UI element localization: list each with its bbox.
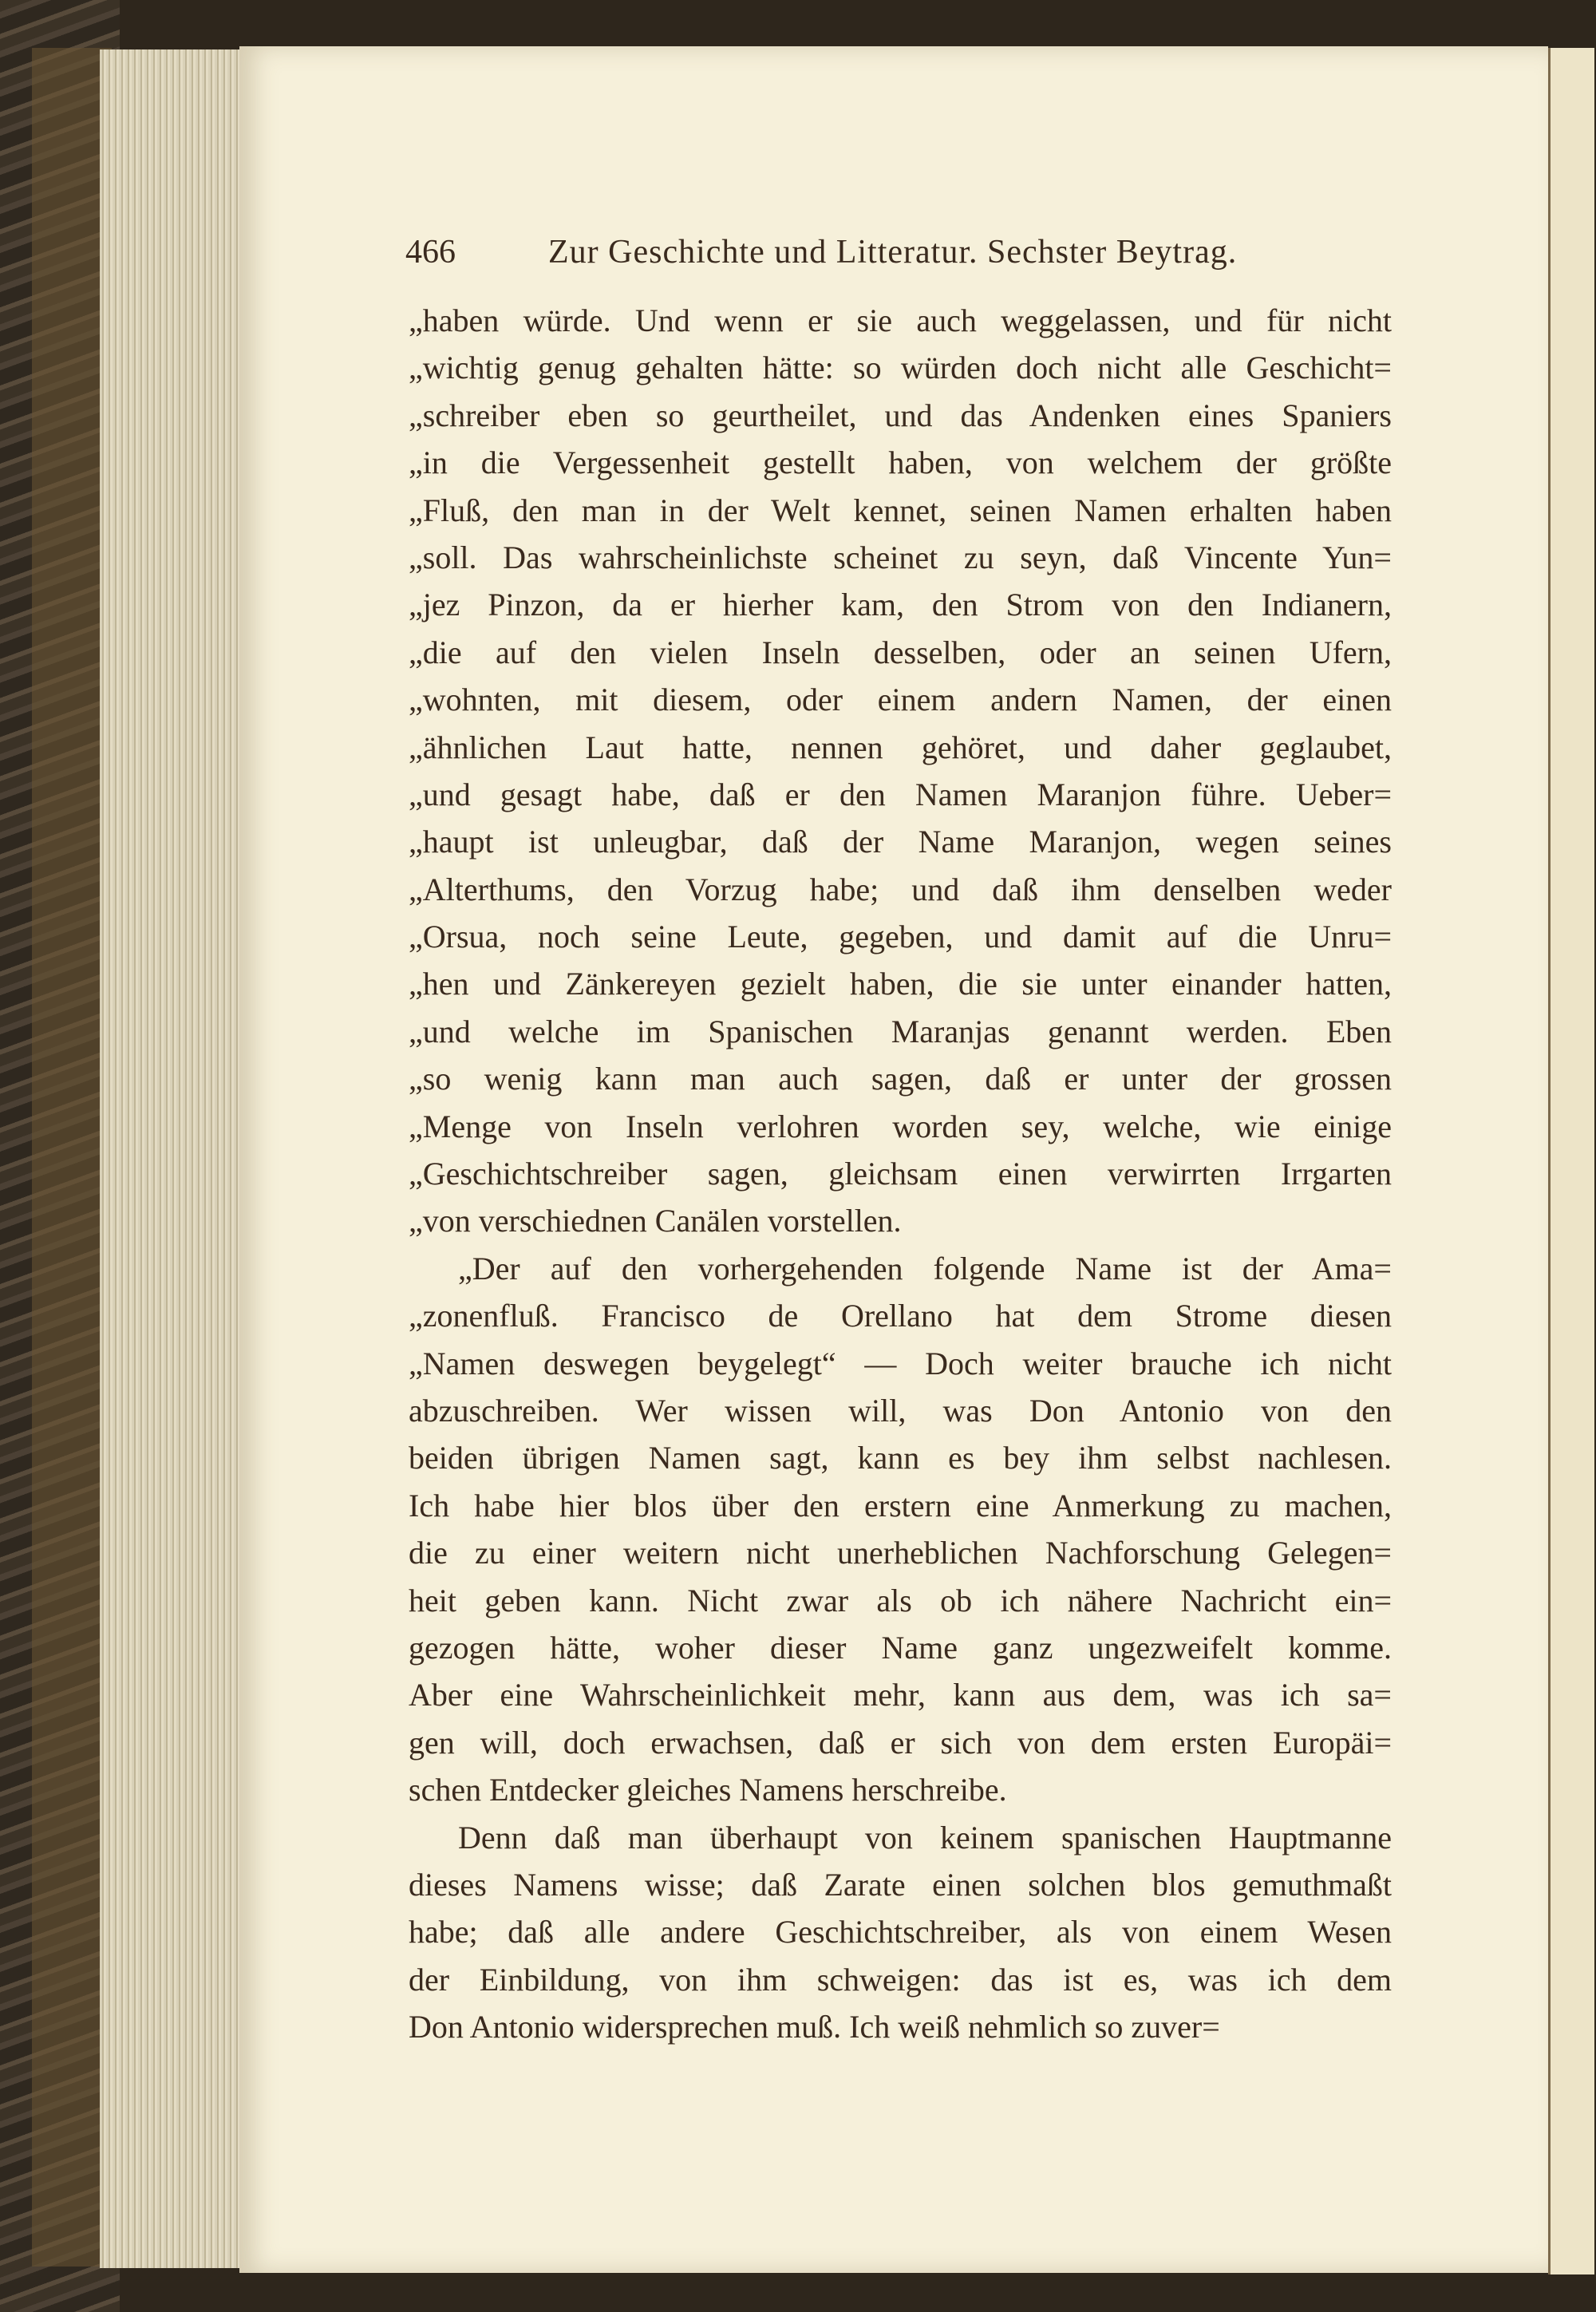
- page-number: 466: [405, 234, 456, 271]
- text-line: „in die Vergessenheit gestellt haben, von welchem der größte: [409, 445, 1392, 481]
- text-line: Aber eine Wahrscheinlichkeit mehr, kann aus dem, was ich sa=: [409, 1677, 1392, 1713]
- facing-page-edge: [1548, 48, 1594, 2274]
- text-line: „und gesagt habe, daß er den Namen Maranjon führe. Ueber=: [409, 776, 1392, 812]
- text-line: „zonenfluß. Francisco de Orellano hat dem Strome diesen: [409, 1298, 1392, 1334]
- text-line: „so wenig kann man auch sagen, daß er unter der grossen: [409, 1061, 1392, 1097]
- body-text: [409, 297, 1392, 2050]
- text-line: „Geschichtschreiber sagen, gleichsam einen verwirrten Irrgarten: [409, 1156, 1392, 1192]
- running-title: Zur Geschichte und Litteratur. Sechster Beytrag.: [548, 234, 1238, 271]
- text-line: Denn daß man überhaupt von keinem spanischen Hauptmanne: [458, 1819, 1392, 1856]
- text-line: Ich habe hier blos über den erstern eine Anmerkung zu machen,: [409, 1487, 1392, 1524]
- text-line: „Alterthums, den Vorzug habe; und daß ihm denselben weder: [409, 871, 1392, 907]
- text-line: der Einbildung, von ihm schweigen: das ist es, was ich dem: [409, 1961, 1392, 1998]
- text-line: gen will, doch erwachsen, daß er sich von dem ersten Europäi=: [409, 1724, 1392, 1761]
- text-line: „Namen deswegen beygelegt“ — Doch weiter brauche ich nicht: [409, 1345, 1392, 1381]
- text-line: heit geben kann. Nicht zwar als ob ich nähere Nachricht ein=: [409, 1582, 1392, 1618]
- text-line: „hen und Zänkereyen gezielt haben, die sie unter einander hatten,: [409, 966, 1392, 1002]
- text-line: gezogen hätte, woher dieser Name ganz ungezweifelt komme.: [409, 1629, 1392, 1666]
- text-line: „von verschiednen Canälen vorstellen.: [409, 1203, 902, 1239]
- text-line: Don Antonio widersprechen muß. Ich weiß nehmlich so zuver=: [409, 2009, 1220, 2045]
- text-line: „jez Pinzon, da er hierher kam, den Strom von den Indianern,: [409, 587, 1392, 623]
- text-line: dieses Namens wisse; daß Zarate einen solchen blos gemuthmaßt: [409, 1866, 1392, 1903]
- text-line: „Fluß, den man in der Welt kennet, seinen Namen erhalten haben: [409, 492, 1392, 528]
- text-line: „die auf den vielen Inseln desselben, oder an seinen Ufern,: [409, 634, 1392, 670]
- text-line: „schreiber eben so geurtheilet, und das Andenken eines Spaniers: [409, 397, 1392, 433]
- text-line: habe; daß alle andere Geschichtschreiber, als von einem Wesen: [409, 1914, 1392, 1950]
- text-line: „Menge von Inseln verlohren worden sey, welche, wie einige: [409, 1108, 1392, 1144]
- text-line: „Der auf den vorhergehenden folgende Name ist der Ama=: [458, 1250, 1392, 1286]
- text-line: „und welche im Spanischen Maranjas genannt werden. Eben: [409, 1013, 1392, 1049]
- text-line: „wohnten, mit diesem, oder einem andern Namen, der einen: [409, 682, 1392, 718]
- text-line: die zu einer weitern nicht unerheblichen Nachforschung Gelegen=: [409, 1535, 1392, 1571]
- text-line: „wichtig genug gehalten hätte: so würden doch nicht alle Geschicht=: [409, 350, 1392, 386]
- text-line: „haben würde. Und wenn er sie auch weggelassen, und für nicht: [409, 302, 1392, 338]
- text-line: „Orsua, noch seine Leute, gegeben, und damit auf die Unru=: [409, 919, 1392, 955]
- page-stack-edge: [100, 49, 243, 2268]
- text-line: „soll. Das wahrscheinlichste scheinet zu seyn, daß Vincente Yun=: [409, 539, 1392, 575]
- text-line: beiden übrigen Namen sagt, kann es bey ihm selbst nachlesen.: [409, 1440, 1392, 1476]
- text-line: „haupt ist unleugbar, daß der Name Maranjon, wegen seines: [409, 824, 1392, 860]
- text-line: schen Entdecker gleiches Namens herschreibe.: [409, 1772, 1007, 1808]
- text-line: „ähnlichen Laut hatte, nennen gehöret, und daher geglaubet,: [409, 729, 1392, 765]
- text-line: abzuschreiben. Wer wissen will, was Don Antonio von den: [409, 1392, 1392, 1429]
